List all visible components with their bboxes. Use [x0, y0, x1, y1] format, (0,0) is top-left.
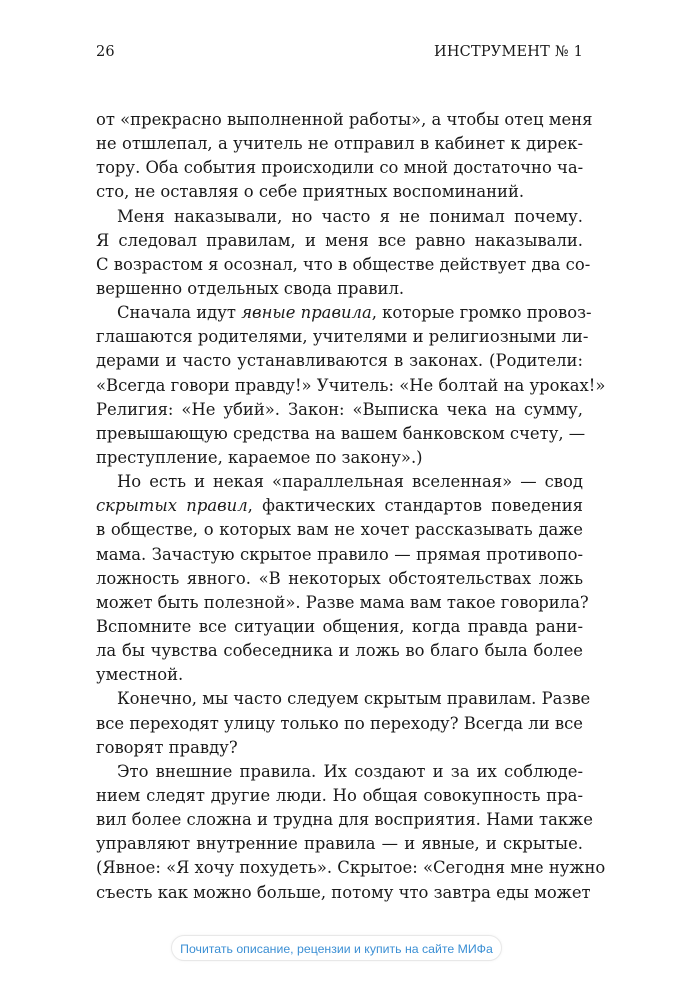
text-line: тору. Оба события происходили со мной достаточно ча- — [96, 158, 584, 178]
text-line: Конечно, мы часто следуем скрытым правилам. Разве — [117, 689, 591, 709]
text-line: уместной. — [96, 665, 184, 685]
text-line: преступление, караемое по закону».) — [96, 447, 423, 467]
text-line: Но есть и некая «параллельная вселенная» — свод — [117, 472, 583, 492]
text-line: мама. Зачастую скрытое правило — прямая противопо- — [96, 544, 583, 564]
text-line: все переходят улицу только по переходу? Всегда ли все — [96, 713, 583, 733]
text-line: управляют внутренние правила — и явные, и скрытые. — [96, 834, 583, 854]
text-line: Это внешние правила. Их создают и за их соблюде- — [117, 761, 583, 781]
text-line: «Всегда говори правду!» Учитель: «Не болтай на уроках!» — [96, 375, 606, 395]
text-line: говорят правду? — [96, 737, 238, 757]
body-text — [96, 108, 606, 905]
text-line: вершенно отдельных свода правил. — [96, 278, 405, 298]
text-line: съесть как можно больше, потому что завтра еды может — [96, 882, 591, 902]
text-line: сто, не оставляя о себе приятных воспоминаний. — [96, 182, 525, 202]
text-line: Вспомните все ситуации общения, когда правда рани- — [96, 616, 583, 636]
text-line: в обществе, о которых вам не хочет рассказывать даже — [96, 520, 583, 540]
text-line-mixed — [96, 494, 583, 518]
page-number: 26 — [96, 44, 115, 60]
italic-term: скрытых правил — [96, 496, 248, 516]
text-line: превышающую средства на вашем банковском счету, — — [96, 423, 586, 443]
text-line: вил более сложна и трудна для восприятия. Нами также — [96, 810, 593, 830]
text-line: Я следовал правилам, и меня все равно наказывали. — [96, 230, 583, 250]
text-line: глашаются родителями, учителями и религиозными ли- — [96, 327, 589, 347]
text-line: не отшлепал, а учитель не отправил в кабинет к дирек- — [96, 134, 583, 154]
text-line: ла бы чувства собеседника и ложь во благо была более — [96, 641, 583, 661]
text-run: , которые громко провоз- — [371, 303, 592, 323]
text-line: (Явное: «Я хочу похудеть». Скрытое: «Сегодня мне нужно — [96, 858, 606, 878]
text-line: может быть полезной». Разве мама вам такое говорила? — [96, 592, 589, 612]
text-line: Религия: «Не убий». Закон: «Выписка чека на сумму, — [96, 399, 583, 419]
text-line: от «прекрасно выполненной работы», а чтобы отец меня — [96, 110, 593, 129]
text-line: дерами и часто устанавливаются в законах. (Родители: — [96, 351, 583, 371]
text-line: Меня наказывали, но часто я не понимал почему. — [117, 206, 583, 226]
text-line: ложность явного. «В некоторых обстоятельствах ложь — [96, 568, 583, 588]
text-run: Сначала идут — [117, 303, 242, 323]
running-head: ИНСТРУМЕНТ № 1 — [433, 44, 583, 60]
store-link-button[interactable]: Почитать описание, рецензии и купить на сайте МИФа — [171, 935, 502, 961]
italic-term: явные правила — [241, 303, 372, 323]
text-line: С возрастом я осознал, что в обществе действует два со- — [96, 254, 591, 274]
text-line-mixed — [96, 301, 592, 325]
text-line: нием следят другие люди. Но общая совокупность пра- — [96, 785, 583, 805]
page-header — [96, 44, 583, 66]
text-run: , фактических стандартов поведения — [247, 496, 583, 516]
